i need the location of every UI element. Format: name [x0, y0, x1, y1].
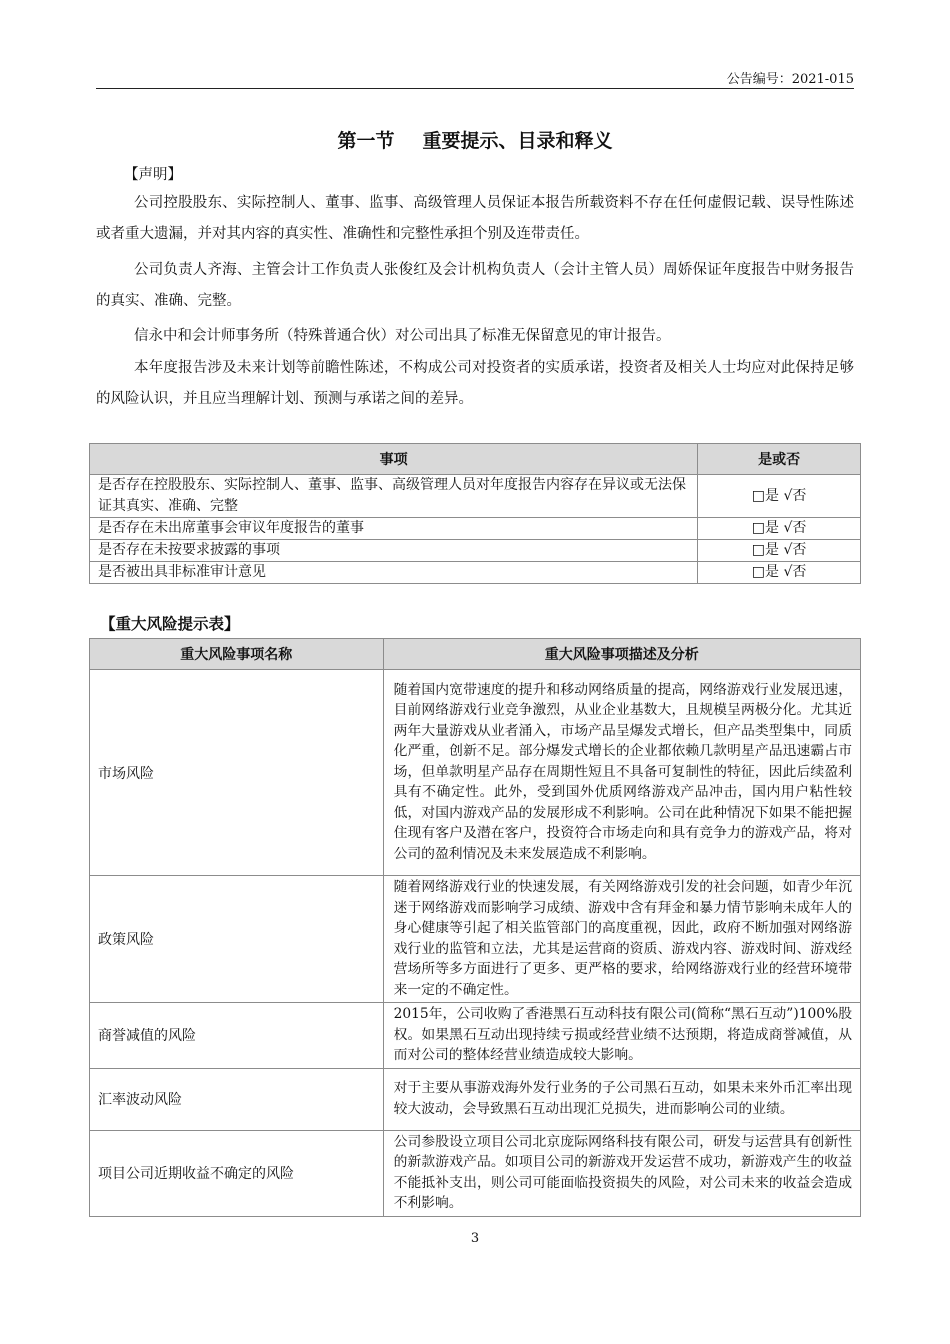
confirm-answer: □是 √否 [698, 562, 861, 584]
column-header-answer: 是或否 [698, 444, 861, 475]
confirm-item: 是否存在未按要求披露的事项 [90, 540, 698, 562]
column-header-risk-desc: 重大风险事项描述及分析 [383, 639, 860, 670]
declaration-label: 【声明】 [124, 167, 182, 183]
table-row [90, 1003, 861, 1069]
notice-number: 公告编号：2021-015 [726, 72, 854, 87]
risk-description: 随着国内宽带速度的提升和移动网络质量的提高，网络游戏行业发展迅速，目前网络游戏行业竞争激烈，从业企业基数大，且规模呈两极分化。尤其近两年大量游戏从业者涌入，市场产品呈爆发式增长，但产品类型集中，同质化严重，创新不足。部分爆发式增长的企业都依赖几款明星产品迅速霸占市场，但单款明星产品存在周期性短且不具备可复制性的特征，因此后续盈利具有不确定性。此外，受到国外优质网络游戏产品冲击，国内用户粘性较低，对国内游戏产品的发展形成不利影响。公司在此种情况下如果不能把握住现有客户及潜在客户，投资符合市场走向和具有竞争力的游戏产品，将对公司的盈利情况及未来发展造成不利影响。 [383, 670, 860, 876]
page-number: 3 [470, 1231, 480, 1246]
paragraph-financial-report: 公司负责人齐海、主管会计工作负责人张俊红及会计机构负责人（会计主管人员）周娇保证年度报告中财务报告的真实、准确、完整。 [96, 262, 854, 309]
confirm-answer: □是 √否 [698, 475, 861, 518]
confirm-answer: □是 √否 [698, 540, 861, 562]
page-header [96, 66, 854, 89]
risk-description: 公司参股设立项目公司北京庞际网络科技有限公司，研发与运营具有创新性的新款游戏产品。如项目公司的新游戏开发运营不成功，新游戏产生的收益不能抵补支出，则公司可能面临投资损失的风险，对公司未来的收益会造成不利影响。 [383, 1130, 860, 1216]
section-title [0, 126, 950, 153]
paragraph-guarantee: 公司控股股东、实际控制人、董事、监事、高级管理人员保证本报告所载资料不存在任何虚假记载、误导性陈述或者重大遗漏，并对其内容的真实性、准确性和完整性承担个别及连带责任。 [96, 195, 854, 242]
paragraph-forward-looking: 本年度报告涉及未来计划等前瞻性陈述，不构成公司对投资者的实质承诺，投资者及相关人士均应对此保持足够的风险认识，并且应当理解计划、预测与承诺之间的差异。 [96, 360, 854, 407]
risk-table-heading: 【重大风险提示表】 [100, 615, 240, 633]
table-row [90, 562, 861, 584]
risk-name: 政策风险 [90, 876, 384, 1003]
table-row [90, 540, 861, 562]
section-number: 第一节 [337, 130, 395, 152]
table-row [90, 670, 861, 876]
confirm-item: 是否被出具非标准审计意见 [90, 562, 698, 584]
paragraph-audit-opinion: 信永中和会计师事务所（特殊普通合伙）对公司出具了标准无保留意见的审计报告。 [134, 328, 671, 344]
table-row [90, 475, 861, 518]
column-header-risk-name: 重大风险事项名称 [90, 639, 384, 670]
table-row [90, 518, 861, 540]
risk-name: 项目公司近期收益不确定的风险 [90, 1130, 384, 1216]
table-row [90, 1130, 861, 1216]
confirmation-table [89, 443, 861, 584]
risk-description: 2015年，公司收购了香港黑石互动科技有限公司(简称“黑石互动”)100%股权。如果黑石互动出现持续亏损或经营业绩不达预期，将造成商誉减值，从而对公司的整体经营业绩造成较大影响。 [383, 1003, 860, 1069]
confirm-item: 是否存在控股股东、实际控制人、董事、监事、高级管理人员对年度报告内容存在异议或无法保证其真实、准确、完整 [90, 475, 698, 518]
table-header-row [90, 444, 861, 475]
confirm-item: 是否存在未出席董事会审议年度报告的董事 [90, 518, 698, 540]
table-row [90, 1068, 861, 1130]
risk-description: 对于主要从事游戏海外发行业务的子公司黑石互动，如果未来外币汇率出现较大波动，会导致黑石互动出现汇兑损失，进而影响公司的业绩。 [383, 1068, 860, 1130]
table-row [90, 876, 861, 1003]
risk-name: 市场风险 [90, 670, 384, 876]
risk-name: 商誉减值的风险 [90, 1003, 384, 1069]
confirm-answer: □是 √否 [698, 518, 861, 540]
section-heading: 重要提示、目录和释义 [422, 130, 613, 152]
column-header-item: 事项 [90, 444, 698, 475]
risk-description: 随着网络游戏行业的快速发展，有关网络游戏引发的社会问题，如青少年沉迷于网络游戏而影响学习成绩、游戏中含有拜金和暴力情节影响未成年人的身心健康等引起了相关监管部门的高度重视，因此，政府不断加强对网络游戏行业的监管和立法，尤其是运营商的资质、游戏内容、游戏时间、游戏经营场所等多方面进行了更多、更严格的要求，给网络游戏行业的经营环境带来一定的不确定性。 [383, 876, 860, 1003]
risk-table [89, 638, 861, 1217]
table-header-row [90, 639, 861, 670]
risk-name: 汇率波动风险 [90, 1068, 384, 1130]
